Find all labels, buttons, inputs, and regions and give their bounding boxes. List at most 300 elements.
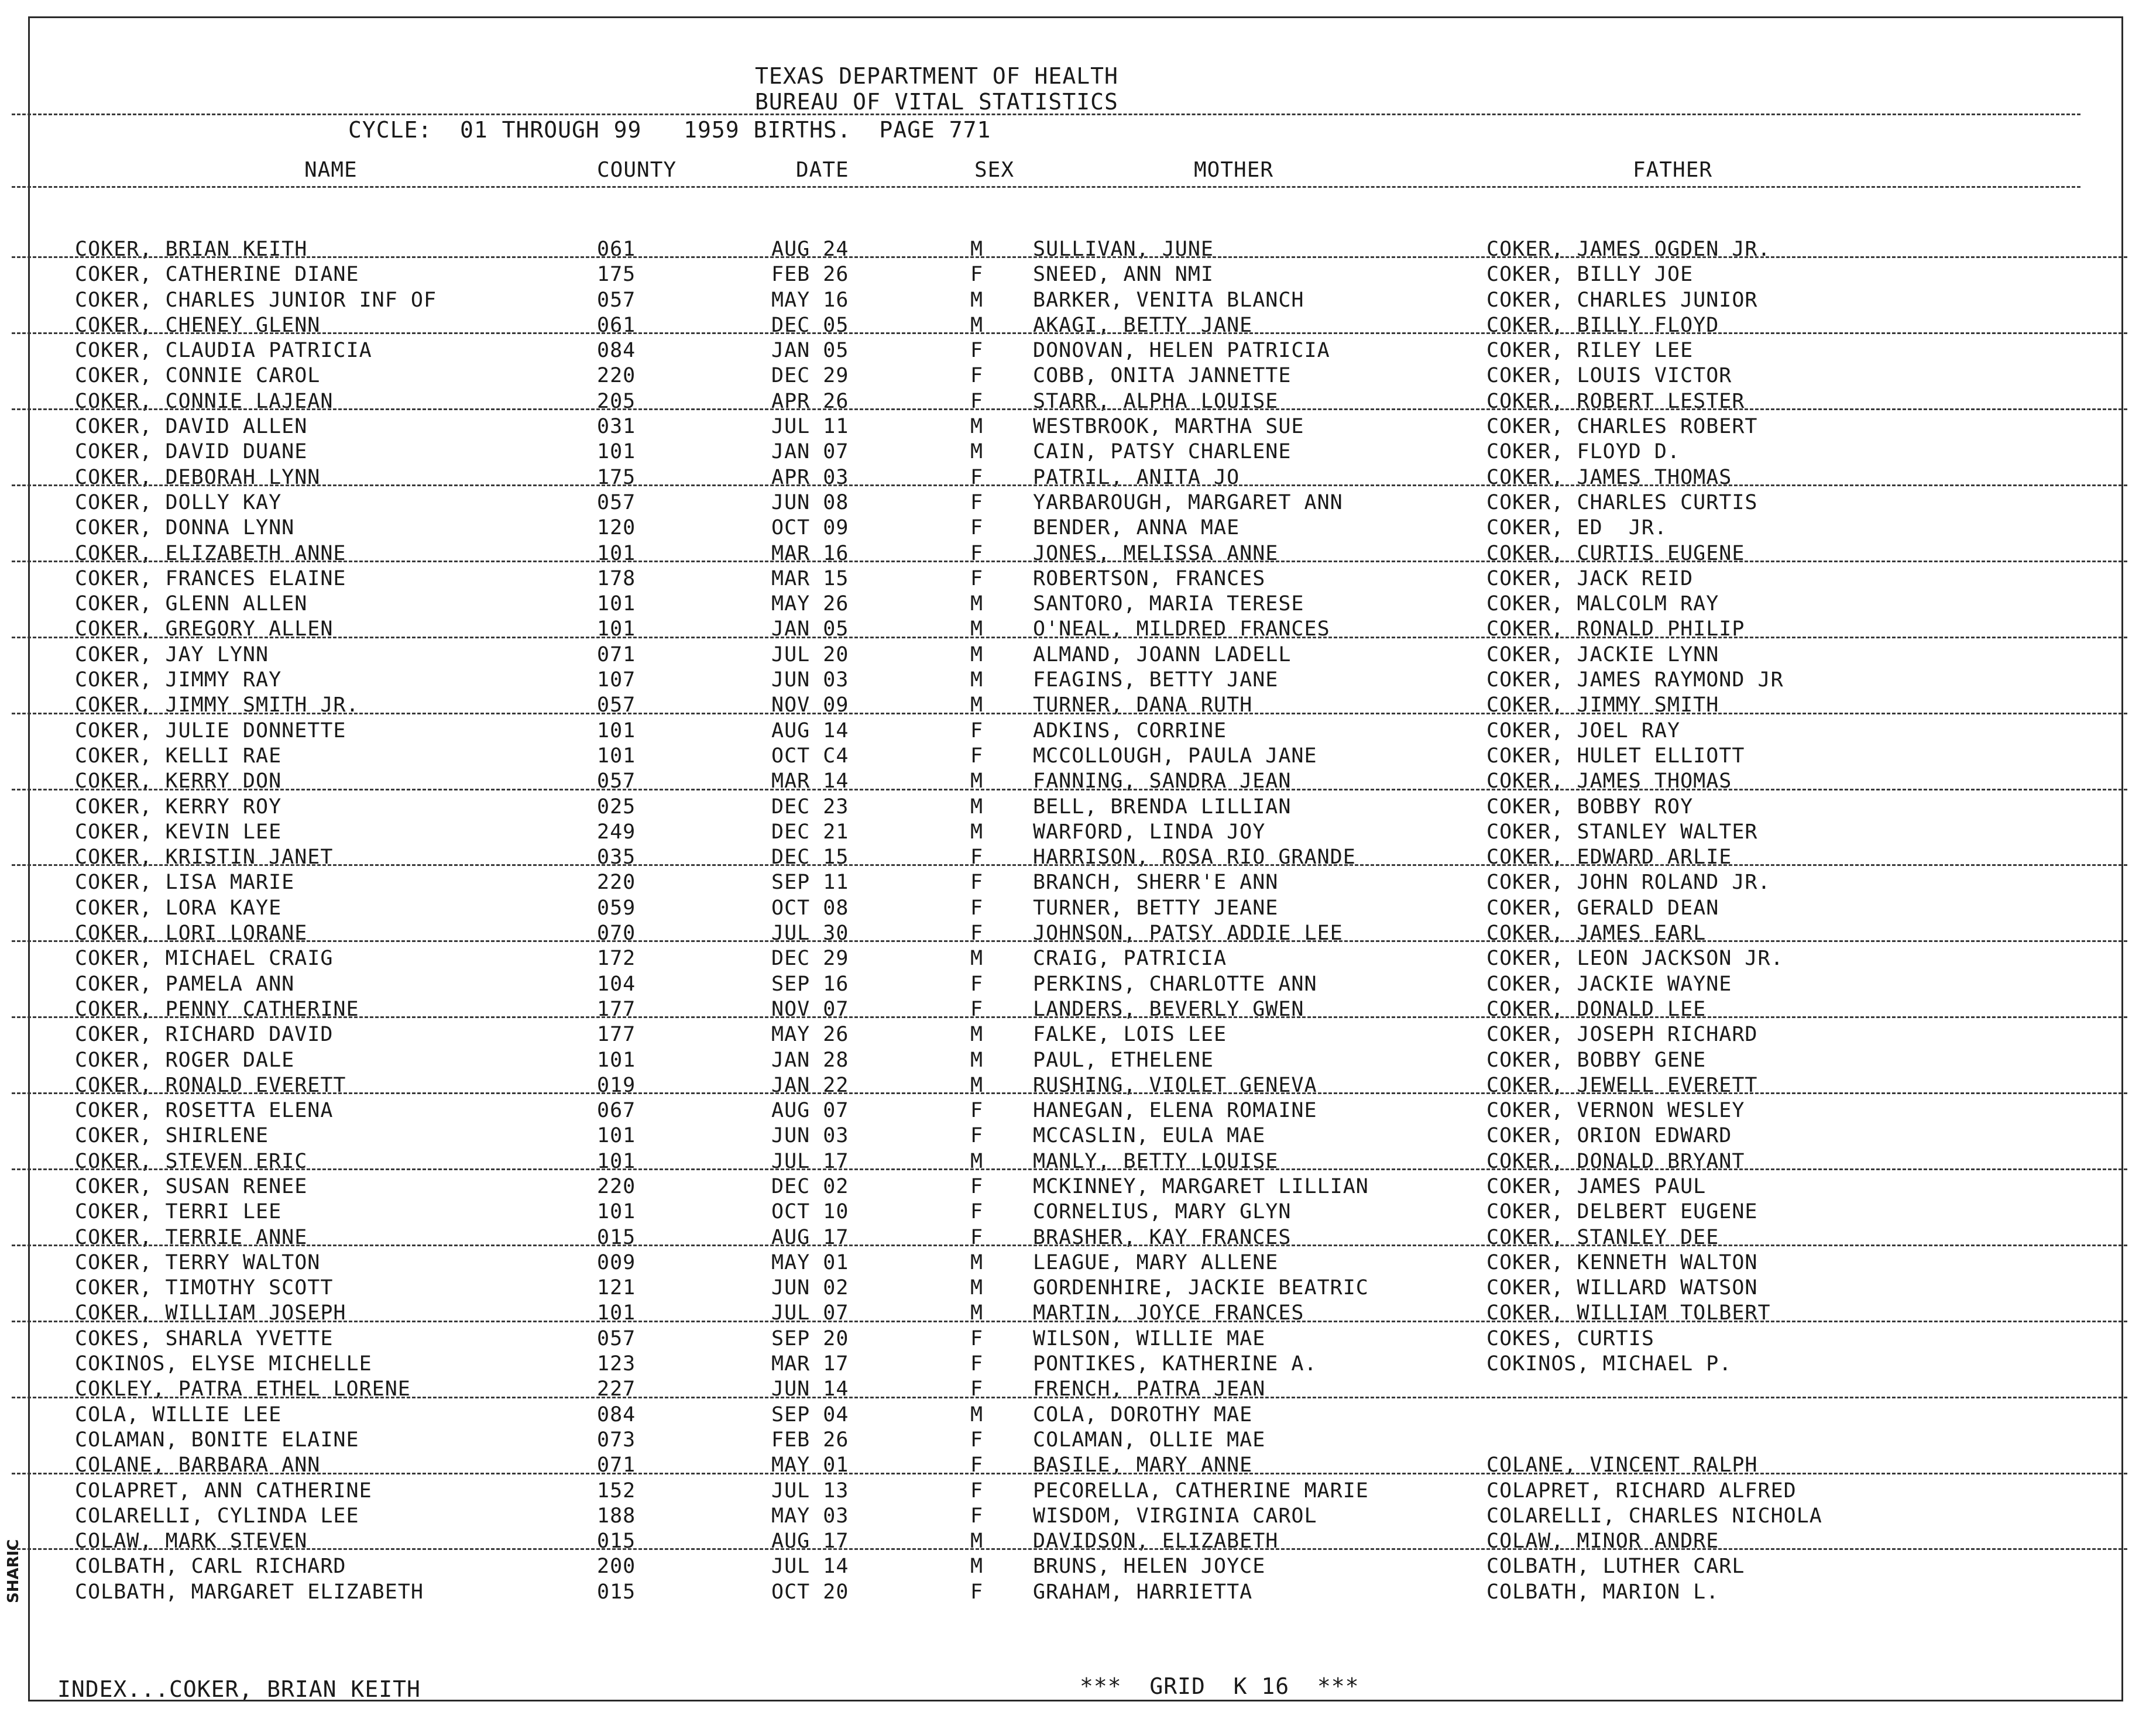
table-row (0, 741, 2139, 766)
record-date: OCT 10 (771, 1200, 849, 1224)
record-father: COKER, CHARLES ROBERT (1486, 415, 1758, 439)
record-mother: COBB, ONITA JANNETTE (1033, 364, 1292, 388)
record-county: 061 (597, 313, 636, 337)
record-name: COKER, KRISTIN JANET (75, 845, 334, 869)
record-father: COKER, BILLY JOE (1486, 263, 1694, 287)
record-date: APR 03 (771, 465, 849, 489)
record-date: APR 26 (771, 389, 849, 413)
record-sex: F (970, 1326, 984, 1350)
table-row (0, 614, 2139, 639)
record-sex: M (970, 440, 984, 464)
table-row (0, 1070, 2139, 1095)
record-father: COLAW, MINOR ANDRE (1486, 1529, 1719, 1553)
record-mother: HANEGAN, ELENA ROMAINE (1033, 1099, 1317, 1123)
record-father: COKER, RILEY LEE (1486, 339, 1694, 363)
record-father: COKER, LEON JACKSON JR. (1486, 947, 1784, 971)
table-row (0, 436, 2139, 462)
record-father: COLARELLI, CHARLES NICHOLA (1486, 1504, 1822, 1528)
record-county: 188 (597, 1504, 636, 1528)
record-name: COLAMAN, BONITE ELAINE (75, 1428, 359, 1452)
record-father: COKER, CHARLES CURTIS (1486, 490, 1758, 514)
record-county: 015 (597, 1529, 636, 1553)
record-sex: F (970, 516, 984, 540)
record-sex: M (970, 693, 984, 717)
table-row (0, 1501, 2139, 1526)
record-mother: DONOVAN, HELEN PATRICIA (1033, 339, 1330, 363)
record-father: COKER, CHARLES JUNIOR (1486, 288, 1758, 312)
record-name: COKER, TERRIE ANNE (75, 1225, 308, 1249)
record-sex: F (970, 541, 984, 565)
record-county: 101 (597, 744, 636, 768)
record-sex: F (970, 871, 984, 895)
record-mother: LANDERS, BEVERLY GWEN (1033, 997, 1304, 1021)
table-row (0, 1425, 2139, 1450)
record-sex: M (970, 668, 984, 692)
record-mother: FALKE, LOIS LEE (1033, 1023, 1227, 1047)
record-county: 071 (597, 1453, 636, 1477)
record-date: AUG 14 (771, 719, 849, 742)
record-name: COKER, RICHARD DAVID (75, 1023, 334, 1047)
record-father: COKER, JAMES EARL (1486, 922, 1707, 946)
record-father: COKER, DELBERT EUGENE (1486, 1200, 1758, 1224)
record-date: DEC 05 (771, 313, 849, 337)
record-father: COKER, WILLARD WATSON (1486, 1276, 1758, 1300)
table-row (0, 1374, 2139, 1399)
record-county: 067 (597, 1099, 636, 1123)
record-date: OCT 20 (771, 1580, 849, 1604)
record-county: 035 (597, 845, 636, 869)
record-mother: BARKER, VENITA BLANCH (1033, 288, 1304, 312)
table-row (0, 538, 2139, 563)
record-sex: F (970, 490, 984, 514)
record-name: COKER, CATHERINE DIANE (75, 263, 359, 287)
record-name: COKER, DAVID DUANE (75, 440, 308, 464)
record-county: 101 (597, 1200, 636, 1224)
table-row (0, 640, 2139, 665)
record-sex: F (970, 1200, 984, 1224)
record-name: COKER, KERRY DON (75, 769, 282, 793)
record-date: JUL 13 (771, 1479, 849, 1503)
record-date: JUL 17 (771, 1149, 849, 1173)
record-mother: PONTIKES, KATHERINE A. (1033, 1352, 1317, 1376)
record-date: JAN 07 (771, 440, 849, 464)
record-name: COKER, KERRY ROY (75, 795, 282, 819)
record-mother: PAUL, ETHELENE (1033, 1048, 1214, 1072)
record-mother: MANLY, BETTY LOUISE (1033, 1149, 1279, 1173)
table-row (0, 842, 2139, 867)
record-mother: SULLIVAN, JUNE (1033, 238, 1214, 261)
record-mother: SANTORO, MARIA TERESE (1033, 592, 1304, 616)
table-row (0, 589, 2139, 614)
record-sex: F (970, 744, 984, 768)
record-sex: M (970, 1276, 984, 1300)
record-county: 057 (597, 769, 636, 793)
record-name: COKER, DEBORAH LYNN (75, 465, 321, 489)
record-county: 175 (597, 465, 636, 489)
table-row (0, 716, 2139, 741)
record-sex: M (970, 820, 984, 844)
record-county: 178 (597, 566, 636, 590)
record-county: 019 (597, 1073, 636, 1097)
record-father: COKER, ORION EDWARD (1486, 1124, 1732, 1148)
record-date: DEC 15 (771, 845, 849, 869)
record-date: DEC 02 (771, 1174, 849, 1198)
record-county: 177 (597, 997, 636, 1021)
record-father: COKER, JAMES THOMAS (1486, 465, 1732, 489)
record-father: COKER, GERALD DEAN (1486, 896, 1719, 920)
record-county: 101 (597, 592, 636, 616)
table-row (0, 867, 2139, 895)
record-date: DEC 21 (771, 820, 849, 844)
table-row (0, 943, 2139, 971)
record-county: 073 (597, 1428, 636, 1452)
record-mother: BRASHER, KAY FRANCES (1033, 1225, 1292, 1249)
record-sex: M (970, 238, 984, 261)
table-row (0, 1171, 2139, 1197)
table-row (0, 665, 2139, 690)
record-name: COKER, GLENN ALLEN (75, 592, 308, 616)
record-name: COKER, KELLI RAE (75, 744, 282, 768)
record-sex: F (970, 339, 984, 363)
record-mother: MCCOLLOUGH, PAULA JANE (1033, 744, 1317, 768)
record-father: COKER, JOHN ROLAND JR. (1486, 871, 1771, 895)
record-date: MAR 17 (771, 1352, 849, 1376)
record-sex: F (970, 263, 984, 287)
table-row (0, 1476, 2139, 1501)
record-name: COLARELLI, CYLINDA LEE (75, 1504, 359, 1528)
table-row (0, 1349, 2139, 1374)
org-title: TEXAS DEPARTMENT OF HEALTH (755, 63, 1118, 89)
record-county: 220 (597, 1174, 636, 1198)
record-county: 025 (597, 795, 636, 819)
column-header-mother: MOTHER (1194, 158, 1274, 182)
table-row (0, 259, 2139, 287)
record-sex: F (970, 719, 984, 742)
bureau-title: BUREAU OF VITAL STATISTICS (755, 89, 1118, 115)
side-label: SHARIC (5, 1539, 22, 1603)
record-county: 101 (597, 1048, 636, 1072)
record-sex: M (970, 1149, 984, 1173)
birth-records-list (0, 234, 2139, 1602)
record-name: COKER, CONNIE LAJEAN (75, 389, 334, 413)
record-sex: F (970, 1174, 984, 1198)
record-father: COKER, BILLY FLOYD (1486, 313, 1719, 337)
record-mother: FRENCH, PATRA JEAN (1033, 1377, 1266, 1401)
index-footer: INDEX...COKER, BRIAN KEITH (57, 1676, 421, 1702)
record-mother: YARBAROUGH, MARGARET ANN (1033, 490, 1343, 514)
record-mother: COLA, DOROTHY MAE (1033, 1402, 1253, 1426)
record-father: COKER, JAMES OGDEN JR. (1486, 238, 1771, 261)
record-sex: M (970, 1023, 984, 1047)
record-date: JUL 14 (771, 1555, 849, 1579)
record-date: JUN 02 (771, 1276, 849, 1300)
table-row (0, 234, 2139, 259)
record-date: MAY 26 (771, 1023, 849, 1047)
record-name: COLA, WILLIE LEE (75, 1402, 282, 1426)
record-mother: TURNER, BETTY JEANE (1033, 896, 1279, 920)
record-county: 121 (597, 1276, 636, 1300)
record-county: 101 (597, 719, 636, 742)
record-sex: M (970, 1555, 984, 1579)
record-mother: PECORELLA, CATHERINE MARIE (1033, 1479, 1369, 1503)
record-father: COKER, ROBERT LESTER (1486, 389, 1745, 413)
record-sex: M (970, 642, 984, 666)
record-mother: MARTIN, JOYCE FRANCES (1033, 1301, 1304, 1325)
record-name: COKLEY, PATRA ETHEL LORENE (75, 1377, 411, 1401)
record-date: JAN 05 (771, 339, 849, 363)
record-father: COKER, JACKIE WAYNE (1486, 972, 1732, 996)
record-county: 070 (597, 922, 636, 946)
record-sex: M (970, 795, 984, 819)
record-name: COKER, GREGORY ALLEN (75, 617, 334, 641)
record-name: COKER, ROSETTA ELENA (75, 1099, 334, 1123)
record-father: COKER, DONALD BRYANT (1486, 1149, 1745, 1173)
record-mother: FEAGINS, BETTY JANE (1033, 668, 1279, 692)
record-name: COKER, TERRI LEE (75, 1200, 282, 1224)
record-date: DEC 23 (771, 795, 849, 819)
record-father: COKER, CURTIS EUGENE (1486, 541, 1745, 565)
table-row (0, 690, 2139, 715)
record-mother: JONES, MELISSA ANNE (1033, 541, 1279, 565)
record-mother: MCKINNEY, MARGARET LILLIAN (1033, 1174, 1369, 1198)
record-name: COKINOS, ELYSE MICHELLE (75, 1352, 372, 1376)
record-name: COKES, SHARLA YVETTE (75, 1326, 334, 1350)
table-row (0, 1019, 2139, 1047)
record-sex: M (970, 313, 984, 337)
record-mother: BENDER, ANNA MAE (1033, 516, 1240, 540)
record-sex: F (970, 364, 984, 388)
record-sex: M (970, 1529, 984, 1553)
record-sex: F (970, 997, 984, 1021)
record-date: JUL 20 (771, 642, 849, 666)
record-date: MAY 26 (771, 592, 849, 616)
record-date: MAY 01 (771, 1453, 849, 1477)
table-row (0, 310, 2139, 335)
record-mother: STARR, ALPHA LOUISE (1033, 389, 1279, 413)
table-row (0, 285, 2139, 310)
record-county: 175 (597, 263, 636, 287)
record-county: 031 (597, 415, 636, 439)
record-mother: GRAHAM, HARRIETTA (1033, 1580, 1253, 1604)
record-name: COLAW, MARK STEVEN (75, 1529, 308, 1553)
record-date: JUN 08 (771, 490, 849, 514)
record-name: COKER, SUSAN RENEE (75, 1174, 308, 1198)
record-name: COKER, FRANCES ELAINE (75, 566, 346, 590)
table-row (0, 817, 2139, 842)
record-name: COKER, SHIRLENE (75, 1124, 269, 1148)
record-mother: ADKINS, CORRINE (1033, 719, 1227, 742)
table-row (0, 1400, 2139, 1425)
table-row (0, 1095, 2139, 1123)
record-father: COKER, BOBBY GENE (1486, 1048, 1707, 1072)
record-county: 172 (597, 947, 636, 971)
record-father: COKER, JOSEPH RICHARD (1486, 1023, 1758, 1047)
record-county: 059 (597, 896, 636, 920)
record-name: COKER, CONNIE CAROL (75, 364, 321, 388)
record-name: COKER, TERRY WALTON (75, 1250, 321, 1274)
record-mother: BRANCH, SHERR'E ANN (1033, 871, 1279, 895)
record-name: COKER, JAY LYNN (75, 642, 269, 666)
table-row (0, 1324, 2139, 1349)
record-mother: BRUNS, HELEN JOYCE (1033, 1555, 1266, 1579)
record-name: COKER, PAMELA ANN (75, 972, 295, 996)
record-county: 152 (597, 1479, 636, 1503)
record-date: AUG 07 (771, 1099, 849, 1123)
record-county: 071 (597, 642, 636, 666)
record-mother: LEAGUE, MARY ALLENE (1033, 1250, 1279, 1274)
record-county: 084 (597, 339, 636, 363)
record-name: COKER, CLAUDIA PATRICIA (75, 339, 372, 363)
record-county: 120 (597, 516, 636, 540)
record-date: MAR 16 (771, 541, 849, 565)
table-row (0, 1045, 2139, 1070)
record-date: FEB 26 (771, 263, 849, 287)
record-father: COKER, BOBBY ROY (1486, 795, 1694, 819)
record-sex: F (970, 389, 984, 413)
record-county: 015 (597, 1225, 636, 1249)
record-county: 084 (597, 1402, 636, 1426)
record-father: COKER, VERNON WESLEY (1486, 1099, 1745, 1123)
record-date: AUG 17 (771, 1225, 849, 1249)
record-date: SEP 04 (771, 1402, 849, 1426)
table-row (0, 766, 2139, 791)
record-name: COLBATH, MARGARET ELIZABETH (75, 1580, 424, 1604)
record-mother: TURNER, DANA RUTH (1033, 693, 1253, 717)
record-father: COLBATH, LUTHER CARL (1486, 1555, 1745, 1579)
record-sex: M (970, 769, 984, 793)
cycle-line: CYCLE: 01 THROUGH 99 1959 BIRTHS. PAGE 771 (348, 117, 991, 143)
record-county: 104 (597, 972, 636, 996)
record-father: COKER, JIMMY SMITH (1486, 693, 1719, 717)
record-date: NOV 09 (771, 693, 849, 717)
record-father: COKER, JACKIE LYNN (1486, 642, 1719, 666)
record-date: JUL 30 (771, 922, 849, 946)
record-county: 123 (597, 1352, 636, 1376)
record-name: COKER, DOLLY KAY (75, 490, 282, 514)
record-date: FEB 26 (771, 1428, 849, 1452)
record-sex: F (970, 566, 984, 590)
record-date: MAY 01 (771, 1250, 849, 1274)
record-date: JAN 22 (771, 1073, 849, 1097)
column-header-father: FATHER (1633, 158, 1713, 182)
record-mother: HARRISON, ROSA RIO GRANDE (1033, 845, 1356, 869)
record-sex: F (970, 922, 984, 946)
record-name: COKER, ROGER DALE (75, 1048, 295, 1072)
record-mother: WARFORD, LINDA JOY (1033, 820, 1266, 844)
record-father: COKER, HULET ELLIOTT (1486, 744, 1745, 768)
record-name: COKER, CHARLES JUNIOR INF OF (75, 288, 437, 312)
record-date: NOV 07 (771, 997, 849, 1021)
record-name: COKER, MICHAEL CRAIG (75, 947, 334, 971)
record-date: JAN 28 (771, 1048, 849, 1072)
record-sex: M (970, 1402, 984, 1426)
record-county: 015 (597, 1580, 636, 1604)
table-row (0, 1273, 2139, 1298)
table-row (0, 1526, 2139, 1551)
record-date: MAY 03 (771, 1504, 849, 1528)
record-county: 061 (597, 238, 636, 261)
record-mother: ALMAND, JOANN LADELL (1033, 642, 1292, 666)
record-sex: M (970, 415, 984, 439)
record-name: COLAPRET, ANN CATHERINE (75, 1479, 372, 1503)
record-mother: JOHNSON, PATSY ADDIE LEE (1033, 922, 1343, 946)
record-mother: CORNELIUS, MARY GLYN (1033, 1200, 1292, 1224)
column-header-sex: SEX (974, 158, 1015, 182)
record-mother: SNEED, ANN NMI (1033, 263, 1214, 287)
record-father: COKER, STANLEY WALTER (1486, 820, 1758, 844)
record-sex: M (970, 1301, 984, 1325)
record-county: 101 (597, 440, 636, 464)
record-county: 205 (597, 389, 636, 413)
record-county: 057 (597, 490, 636, 514)
record-mother: WESTBROOK, MARTHA SUE (1033, 415, 1304, 439)
record-date: SEP 16 (771, 972, 849, 996)
record-date: SEP 11 (771, 871, 849, 895)
record-name: COKER, STEVEN ERIC (75, 1149, 308, 1173)
record-date: JUN 14 (771, 1377, 849, 1401)
table-row (0, 893, 2139, 918)
table-row (0, 1551, 2139, 1579)
table-row (0, 1298, 2139, 1323)
table-row (0, 1146, 2139, 1171)
table-row (0, 360, 2139, 386)
record-date: JAN 05 (771, 617, 849, 641)
record-father: COKER, DONALD LEE (1486, 997, 1707, 1021)
record-name: COKER, LISA MARIE (75, 871, 295, 895)
record-county: 101 (597, 617, 636, 641)
record-name: COKER, ELIZABETH ANNE (75, 541, 346, 565)
record-father: COLAPRET, RICHARD ALFRED (1486, 1479, 1797, 1503)
record-father: COKER, EDWARD ARLIE (1486, 845, 1732, 869)
record-mother: BELL, BRENDA LILLIAN (1033, 795, 1292, 819)
record-date: OCT C4 (771, 744, 849, 768)
record-father: COKER, JAMES THOMAS (1486, 769, 1732, 793)
record-mother: CAIN, PATSY CHARLENE (1033, 440, 1292, 464)
record-father: COKER, JAMES RAYMOND JR (1486, 668, 1784, 692)
record-sex: F (970, 896, 984, 920)
record-mother: MCCASLIN, EULA MAE (1033, 1124, 1266, 1148)
record-sex: F (970, 1099, 984, 1123)
record-mother: COLAMAN, OLLIE MAE (1033, 1428, 1266, 1452)
record-county: 101 (597, 1124, 636, 1148)
record-county: 107 (597, 668, 636, 692)
record-county: 009 (597, 1250, 636, 1274)
record-mother: WISDOM, VIRGINIA CAROL (1033, 1504, 1317, 1528)
record-date: AUG 24 (771, 238, 849, 261)
record-sex: F (970, 1428, 984, 1452)
record-father: COKER, STANLEY DEE (1486, 1225, 1719, 1249)
record-mother: GORDENHIRE, JACKIE BEATRIC (1033, 1276, 1369, 1300)
table-row (0, 563, 2139, 589)
record-father: COLBATH, MARION L. (1486, 1580, 1719, 1604)
record-father: COKER, JAMES PAUL (1486, 1174, 1707, 1198)
table-row (0, 487, 2139, 513)
record-name: COKER, BRIAN KEITH (75, 238, 308, 261)
record-name: COKER, JIMMY RAY (75, 668, 282, 692)
record-sex: F (970, 1124, 984, 1148)
record-sex: M (970, 288, 984, 312)
table-row (0, 792, 2139, 817)
table-row (0, 513, 2139, 538)
record-county: 177 (597, 1023, 636, 1047)
record-father: COKER, JACK REID (1486, 566, 1694, 590)
record-name: COKER, JULIE DONNETTE (75, 719, 346, 742)
record-name: COLBATH, CARL RICHARD (75, 1555, 346, 1579)
record-date: OCT 09 (771, 516, 849, 540)
record-name: COKER, CHENEY GLENN (75, 313, 321, 337)
record-date: DEC 29 (771, 364, 849, 388)
table-row (0, 1247, 2139, 1273)
